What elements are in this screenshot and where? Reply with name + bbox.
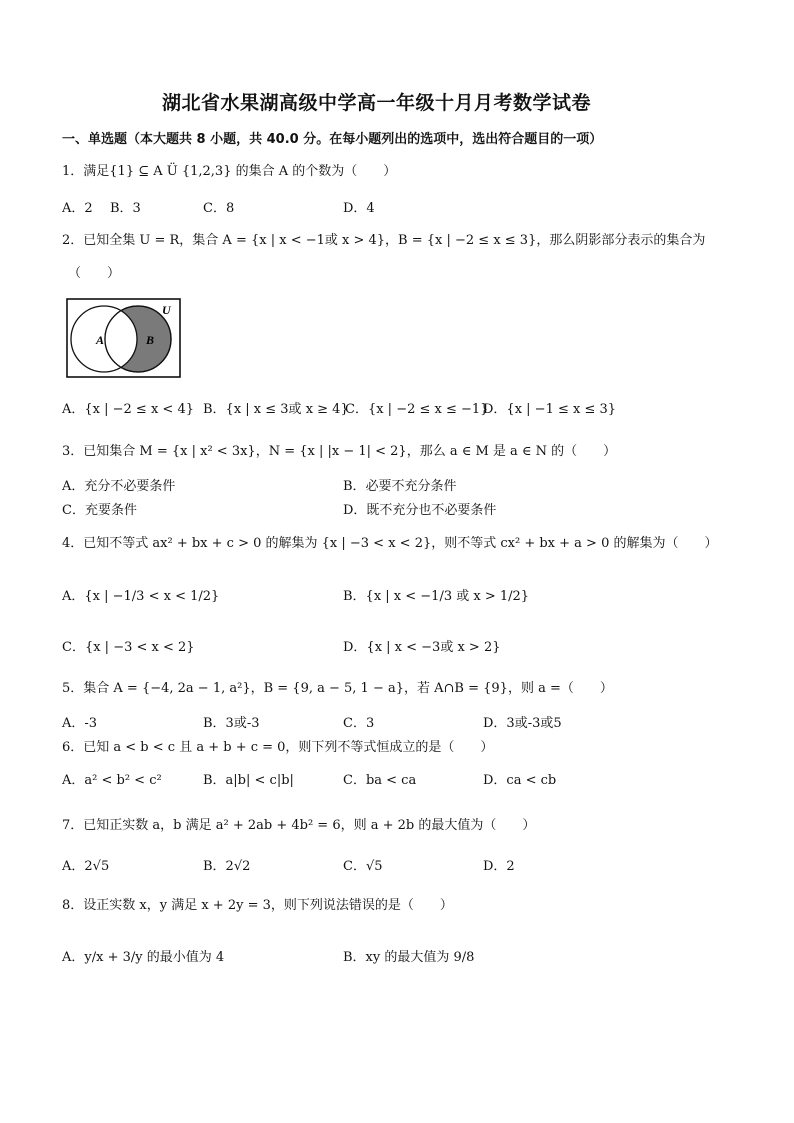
question-8-option-b: B．xy 的最大值为 9/8 [343,950,475,965]
question-2-option-c: C．{x | −2 ≤ x ≤ −1} [345,402,489,417]
question-7-stem: 7．已知正实数 a，b 满足 a² + 2ab + 4b² = 6，则 a + 2b 的最大值为（ ） [62,818,536,833]
question-3-option-c: C．充要条件 [62,503,137,518]
question-1-option-d: D．4 [343,201,375,216]
question-7-option-b: B．2√2 [203,859,251,874]
question-7-option-c: C．√5 [343,859,383,874]
question-1-stem: 1．满足{1} ⊆ A Ü {1,2,3} 的集合 A 的个数为（ ） [62,164,397,179]
question-2-option-a: A．{x | −2 ≤ x < 4} [62,402,194,417]
question-2-option-d: D．{x | −1 ≤ x ≤ 3} [483,402,617,417]
universe-label: U [162,303,171,317]
question-1-option-b: B．3 [110,201,141,216]
question-7-option-d: D．2 [483,859,515,874]
question-4-option-c: C．{x | −3 < x < 2} [62,640,195,655]
question-2-stem-continued: （ ） [68,266,121,281]
question-1-option-a: A．2 [62,201,93,216]
question-3-option-b: B．必要不充分条件 [343,479,457,494]
question-2-option-b: B．{x | x ≤ 3或 x ≥ 4} [203,402,349,417]
question-6-option-a: A．a² < b² < c² [62,773,162,788]
question-5-option-d: D．3或-3或5 [483,716,562,731]
question-4-option-b: B．{x | x < −1/3 或 x > 1/2} [343,589,530,604]
set-a-label: A [96,333,105,347]
question-6-option-b: B．a|b| < c|b| [203,773,294,788]
question-8-option-a: A．y/x + 3/y 的最小值为 4 [62,950,225,965]
question-4-option-a: A．{x | −1/3 < x < 1/2} [62,589,220,604]
question-3-stem: 3．已知集合 M = {x | x² < 3x}，N = {x | |x − 1| < 2}，那么 a ∈ M 是 a ∈ N 的（ ） [62,444,617,459]
question-5-option-a: A．-3 [62,716,98,731]
question-5-stem: 5．集合 A = {−4, 2a − 1, a²}，B = {9, a − 5, 1 − a}，若 A∩B = {9}，则 a =（ ） [62,681,613,696]
question-7-option-a: A．2√5 [62,859,110,874]
question-4-option-d: D．{x | x < −3或 x > 2} [343,640,501,655]
venn-diagram [66,298,182,380]
question-6-stem: 6．已知 a < b < c 且 a + b + c = 0，则下列不等式恒成立的是（ ） [62,740,494,755]
question-1-option-c: C．8 [203,201,235,216]
question-4-stem: 4．已知不等式 ax² + bx + c > 0 的解集为 {x | −3 < x < 2}，则不等式 cx² + bx + a > 0 的解集为（ ） [62,536,718,551]
question-8-stem: 8．设正实数 x，y 满足 x + 2y = 3，则下列说法错误的是（ ） [62,898,453,913]
page-title: 湖北省水果湖高级中学高一年级十月月考数学试卷 [162,92,592,114]
question-3-option-a: A．充分不必要条件 [62,479,176,494]
question-5-option-b: B．3或-3 [203,716,260,731]
question-3-option-d: D．既不充分也不必要条件 [343,503,497,518]
question-2-stem: 2．已知全集 U = R，集合 A = {x | x < −1或 x > 4}，B = {x | −2 ≤ x ≤ 3}，那么阴影部分表示的集合为 [62,233,706,248]
question-6-option-d: D．ca < cb [483,773,557,788]
question-5-option-c: C．3 [343,716,375,731]
set-b-label: B [146,333,155,347]
section-heading: 一、单选题（本大题共 8 小题，共 40.0 分。在每小题列出的选项中，选出符合题目的一项） [62,132,603,147]
question-6-option-c: C．ba < ca [343,773,417,788]
